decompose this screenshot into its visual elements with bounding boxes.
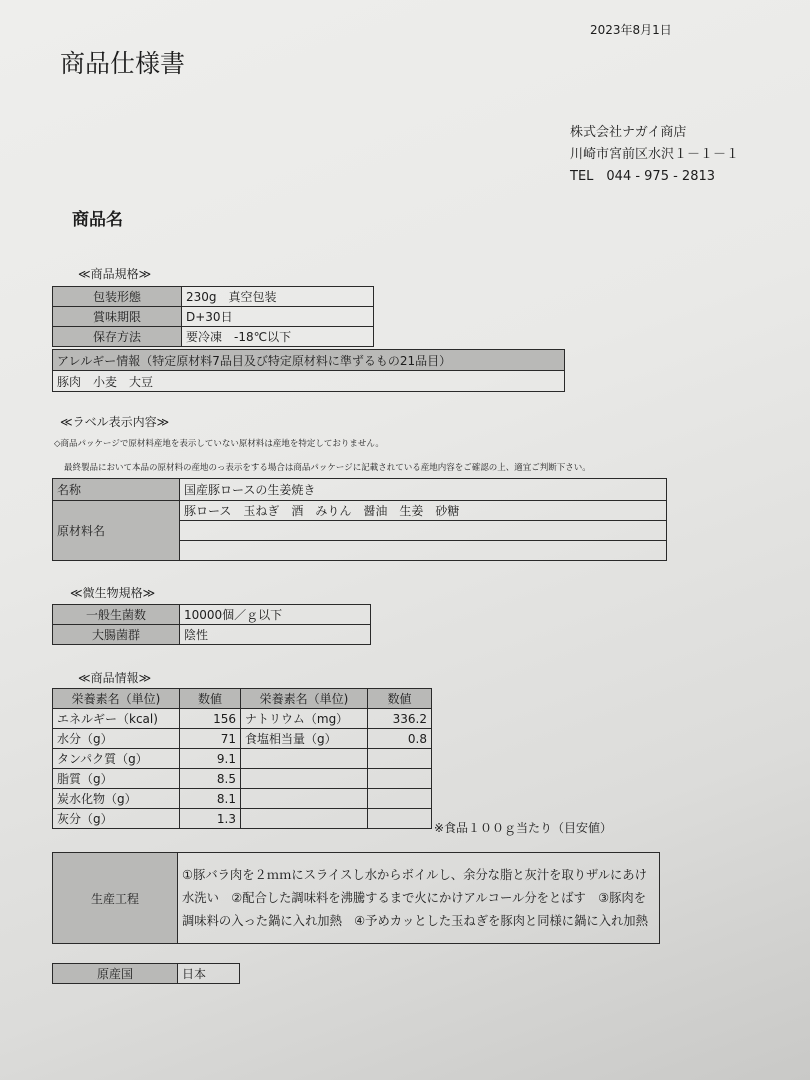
document-title: 商品仕様書 <box>60 49 186 78</box>
table-row <box>53 729 432 749</box>
spec-value: 230g 真空包装 <box>182 287 374 307</box>
spec-label: 賞味期限 <box>53 307 182 327</box>
table-row <box>53 287 374 307</box>
table-row <box>53 769 432 789</box>
allergy-table <box>52 349 565 392</box>
spec-label: 包装形態 <box>53 287 182 307</box>
micro-label: 一般生菌数 <box>53 605 180 625</box>
nutrient-name <box>241 789 368 809</box>
nutrient-value <box>368 809 432 829</box>
origin-table <box>52 963 240 984</box>
process-label: 生産工程 <box>53 853 178 944</box>
label-note-2: 最終製品において本品の原材料の産地のっ表示をする場合は商品パッケージに記載されている産地内容をご確認の上、適宜ご判断下さい。 <box>64 463 591 473</box>
nutrient-name <box>241 749 368 769</box>
company-name: 株式会社ナガイ商店 <box>570 125 687 140</box>
origin-value: 日本 <box>178 964 240 984</box>
nutrient-name: エネルギー（kcal) <box>53 709 180 729</box>
nutrient-value: 8.1 <box>180 789 241 809</box>
nutrient-value: 0.8 <box>368 729 432 749</box>
nutrient-value: 9.1 <box>180 749 241 769</box>
micro-label: 大腸菌群 <box>53 625 180 645</box>
nutrient-name: 食塩相当量（g） <box>241 729 368 749</box>
table-row <box>53 809 432 829</box>
nutrient-value: 336.2 <box>368 709 432 729</box>
nutrition-heading: ≪商品情報≫ <box>78 671 152 685</box>
document-date: 2023年8月1日 <box>590 23 672 37</box>
micro-value: 陰性 <box>180 625 371 645</box>
column-header: 栄養素名（単位) <box>53 689 180 709</box>
ingredients-value: 豚ロース 玉ねぎ 酒 みりん 醤油 生姜 砂糖 <box>180 501 667 521</box>
spec-label: 保存方法 <box>53 327 182 347</box>
nutrient-name: 炭水化物（g） <box>53 789 180 809</box>
label-heading: ≪ラベル表示内容≫ <box>60 415 170 429</box>
process-table <box>52 852 660 944</box>
nutrition-header-row <box>53 689 432 709</box>
spec-table <box>52 286 374 347</box>
nutrient-value <box>368 769 432 789</box>
allergy-label: アレルギー情報（特定原材料7品目及び特定原材料に準ずるもの21品目） <box>53 350 565 371</box>
nutrient-name: ナトリウム（mg） <box>241 709 368 729</box>
nutrient-value <box>368 749 432 769</box>
table-row <box>53 749 432 769</box>
nutrition-table <box>52 688 432 829</box>
company-address: 川崎市宮前区水沢１－１－１ <box>570 147 740 162</box>
nutrient-value: 156 <box>180 709 241 729</box>
table-row <box>53 605 371 625</box>
origin-label: 原産国 <box>53 964 178 984</box>
table-row <box>53 789 432 809</box>
ingredients-empty <box>180 541 667 561</box>
nutrient-value: 71 <box>180 729 241 749</box>
nutrient-name: 脂質（g） <box>53 769 180 789</box>
micro-table <box>52 604 371 645</box>
process-text: ①豚バラ肉を２ｍｍにスライスし水からボイルし、余分な脂と灰汁を取りザルにあけ水洗い ②配合した調味料を沸騰するまで火にかけアルコール分をとばす ③豚肉を調味料の入った鍋に入れ加熱 ④予めカッとした玉ねぎを豚肉と同様に鍋に入れ加熱 <box>178 853 660 944</box>
spec-heading: ≪商品規格≫ <box>78 267 152 281</box>
spec-value: 要冷凍 -18℃以下 <box>182 327 374 347</box>
nutrient-name: タンパク質（g） <box>53 749 180 769</box>
allergy-value: 豚肉 小麦 大豆 <box>53 371 565 392</box>
name-label: 名称 <box>53 479 180 501</box>
nutrient-name: 水分（g） <box>53 729 180 749</box>
column-header: 数値 <box>180 689 241 709</box>
nutrient-name: 灰分（g） <box>53 809 180 829</box>
nutrient-value <box>368 789 432 809</box>
name-value: 国産豚ロースの生姜焼き <box>180 479 667 501</box>
micro-heading: ≪微生物規格≫ <box>70 586 156 600</box>
label-note-1: ◇商品パッケージで原材料産地を表示していない原材料は産地を特定しておりません。 <box>54 439 384 449</box>
company-block <box>570 122 739 188</box>
table-row <box>53 709 432 729</box>
micro-value: 10000個／ｇ以下 <box>180 605 371 625</box>
table-row <box>53 625 371 645</box>
spec-value: D+30日 <box>182 307 374 327</box>
nutrient-name <box>241 809 368 829</box>
table-row <box>53 327 374 347</box>
product-name-label: 商品名 <box>72 210 123 230</box>
column-header: 栄養素名（単位) <box>241 689 368 709</box>
table-row <box>53 307 374 327</box>
nutrition-note: ※食品１００ｇ当たり（目安値） <box>434 821 613 835</box>
ingredients-label: 原材料名 <box>53 501 180 561</box>
label-table <box>52 478 667 561</box>
company-tel: TEL 044 - 975 - 2813 <box>570 169 716 184</box>
nutrient-value: 8.5 <box>180 769 241 789</box>
nutrient-name <box>241 769 368 789</box>
ingredients-empty <box>180 521 667 541</box>
column-header: 数値 <box>368 689 432 709</box>
nutrient-value: 1.3 <box>180 809 241 829</box>
